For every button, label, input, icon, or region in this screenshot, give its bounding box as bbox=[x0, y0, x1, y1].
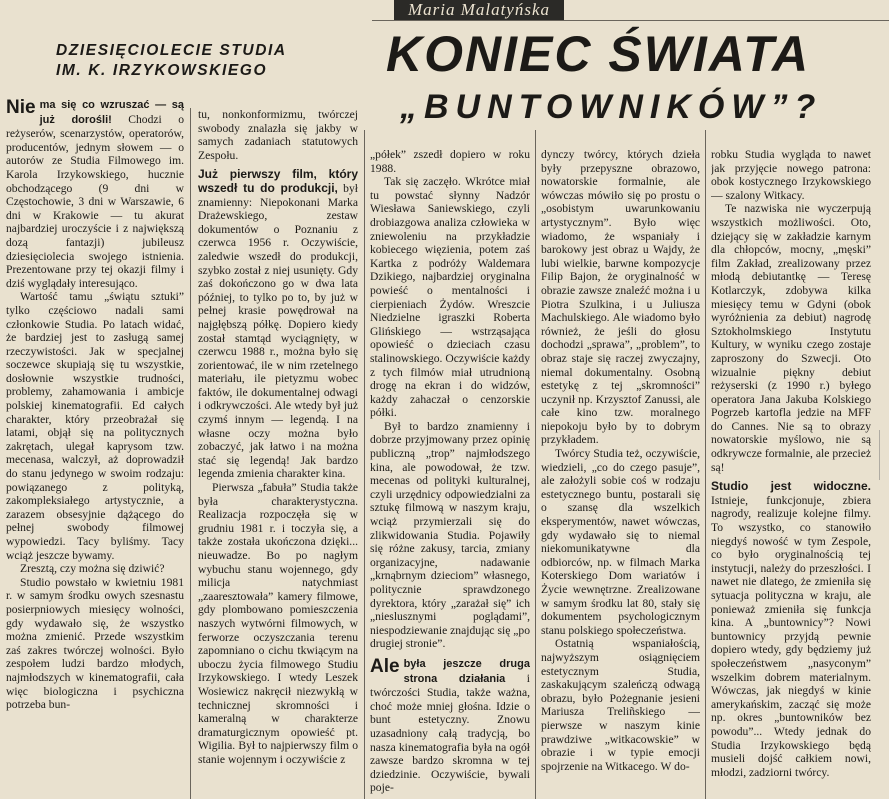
lead-text: był znamienny: Niepokonani Marka Drażewskiego, zestaw dokumentów o Poznaniu z czerwca 1956 r. Oczywiście, zaledwie wszedł do produkcji, szybko został z niej usunięty. Gdy zaś dokończono go w dwa lata później, to tylko po to, by już w pełnej krasie powędrował na najgłębszą półkę. Dopiero kiedy został stamtąd wyciągnięty, w czerwcu 1988 r., można było się zorientować, ile w nim rzetelnego materiału, ile pietyzmu wobec faktów, ile dokumentalnej odwagi i odkrywczości. Ale wtedy był już czymś innym — legendą. I na własne oczy można było zobaczyć, jak łatwo i na można stać się legendą! Jak bardzo legenda zmienia charakter kina. bbox=[198, 181, 358, 481]
paragraph: Studio powstało w kwietniu 1981 r. w samym środku owych szesnastu posierpniowych miesięcy wolności, gdy wydawało się, że wszystko można zmienić. Przede wszystkim zaś zakres twórczej wolności. Było zespołem ludzi bardzo młodych, najmłodszych w kinematografii, cała więc biologiczna i psychiczna potrzeba bun- bbox=[6, 575, 184, 712]
lead-bold: Już pierwszy film, który wszedł tu do produkcji, bbox=[198, 167, 358, 195]
paragraph: dynczy twórcy, których dzieła były przepyszne obrazowo, nowatorskie formalnie, ale wówczas mówiło się po prostu o „osobistym uwarunkowaniu artystycznym”. Było więc wiadomo, że wspaniały i barokowy jest obraz u Wajdy, że lubi wielkie, barwne kompozycje Filip Bajon, że oryginalność w obrazie zawsze znaleźć można i u Piotra Szulkina, i u Juliusza Machulskiego. Ale wiadomo było również, że jeśli do głosu dochodzi „sprawa”, „problem”, to obraz staje się raczej zwyczajny, niemal dokumentalny. Osobną estetykę z tej „skromności” uczynił np. Krzysztof Zanussi, ale całe kino tzw. moralnego niepokoju było by to dobrym przykładem. bbox=[541, 148, 700, 447]
col5-lead-paragraph bbox=[711, 480, 871, 779]
col2-lead-paragraph bbox=[198, 168, 358, 481]
column-rule bbox=[705, 130, 706, 799]
lead-bold: Studio jest widoczne. bbox=[711, 479, 871, 494]
paragraph: Był to bardzo znamienny i dobrze przyjmowany przez opinię publiczną „trop” najmłodszego kina, ale powodował, że tzw. mecenas od polityki kulturalnej, czyli urzędnicy odpowiedzialni za sztukę filmową w naszym kraju, wciąż przymierzali się do zlikwidowania Studia. Pojawiły się różne zakusy, tarcia, zmiany organizacyjne, nadawanie „krnąbrnym dzieciom” własnego, politycznie sprawdzonego dyrektora, który „zarażał się” ich „nieslusznymi poglądami”, niespodziewanie znajdując się „po drugiej stronie”. bbox=[370, 419, 530, 651]
paragraph: Wartość tamu „świątu sztuki” tylko częściowo nadali sami członkowie Studia. Po latach widać, że bardziej jest to zasługą samej rzeczywistości. Jak w specjalnej soczewce skupiają się tu wszystkie, dosłownie wszystkie trudności, problemy, zahamowania i ambicje polskiej kinematografii. Ed całych charakter, który przeobrażał się latami, objął się na politycznych zakrętach, ulegał kaprysom tzw. mecenasa, walczył, aż doprowadził do stanu jedynego w swoim rodzaju: powiązanego z polityką, zakompleksiałego artystycznie, a zarazem obsesyjnie dążącego do pełnej swobody filmowej wypowiedzi. Tacy byliśmy. Tacy wciąż jeszcze bywamy. bbox=[6, 290, 184, 562]
kicker bbox=[56, 41, 356, 81]
paragraph: robku Studia wygląda to nawet jak przyjęcie nowego patrona: obok kostycznego Irzykowskiego — szalony Witkacy. bbox=[711, 148, 871, 202]
column-1 bbox=[6, 98, 184, 799]
lead-text: Istnieje, funkcjonuje, zbiera nagrody, realizuje kolejne filmy. To wszystko, co stanowiło niegdyś nowość w tym Zespole, co było oryginalnością tej instytucji, należy do przeszłości. I nawet nie dlatego, że zmieniła się sytuacja polityczna w kraju, ale ponieważ zmieniła się funkcja kina. A „buntownicy”? Nowi buntownicy przyjdą pewnie dopiero wtedy, gdy będziemy już społeczeństwem „nasyconym” wszelkim dobrem materialnym. Wówczas, jak niegdyś w kinie amerykańskim, zacząć się może np. okres „buntowników bez powodu”... Wtedy jednak do Studia Irzykowskiego będą musieli dojść całkiem nowi, młodzi, zadziorni twórcy. bbox=[711, 493, 871, 779]
column-3 bbox=[370, 148, 530, 799]
paragraph: Zresztą, czy można się dziwić? bbox=[20, 562, 165, 576]
kicker-line-1: DZIESIĘCIOLECIE STUDIA bbox=[56, 42, 287, 59]
column-rule bbox=[190, 108, 191, 799]
lead-text: Chodzi o reżyserów, scenarzystów, operatorów, producentów, jednym słowem — o autorów ze Studia Filmowego im. Karola Irzykowskiego, hucznie obchodzącego (9 dni w Częstochowie, 3 dni w Warszawie, 6 dni w Krakowie — tu akurat najbardziej uroczyście i z największą dozą fantazji) jubileusz dziesięciolecia swojego istnienia. Prezentowane przy tej okazji filmy i dziś wyglądały interesująco. bbox=[6, 112, 184, 290]
paragraph: Ostatnią wspaniałością, najwyższym osiągnięciem estetycznym Studia, zaskakującym szaleńczą odwagą obrazu, było Pożegnanie jesieni Mariusza Treliñskiego — pierwsze w naszym kinie prawdziwe „witkacowskie” w obrazie i w typie emocji spojrzenie na Witkacego. W do- bbox=[541, 637, 700, 773]
paragraph: Te nazwiska nie wyczerpują wszystkich możliwości. Oto, dziejący się w zakładzie karnym dla chłopców, mocny, „męski” film Zakład, zrealizowany przez młodą debiutantkę — Teresę Kotlarczyk, zdobywa kilka miesięcy temu w Gdyni (obok wyróżnienia za debiut) nagrodę Sztokholmskiego Instytutu Kultury, w wyniku czego zostaje zaproszony do Szwecji. Oto wizualnie piękny debiut reżyserski (z 1990 r.) byłego operatora Jana Jakuba Kolskiego Pogrzeb kartofla jedzie na MFF do Cannes. Nie są to obrazy nowatorskie myślowo, nie są odkrywcze formalnie, ale przecież są! bbox=[711, 202, 871, 474]
header-rule bbox=[372, 20, 889, 21]
col3-lead-paragraph bbox=[370, 657, 530, 795]
paragraph: Tak się zaczęło. Wkrótce miał tu powstać słynny Nadzór Wiesława Saniewskiego, czyli drobiazgowa analiza człowieka w zniewoleniu na przykładzie kobiecego więzienia, potem zaś Kartka z podróży Waldemara Dzikiego, najbardziej oryginalna powieść o mentalności i cierpieniach Żydów. Wreszcie Niedzielne igraszki Roberta Glińskiego — wstrząsająca opowieść o dzieciach czasu stalinowskiego. Oczywiście każdy z tych filmów miał utrudnioną drogę na ekran i do widzów, każdy zahaczał o cenzorskie półki. bbox=[370, 175, 530, 420]
print-scratch bbox=[873, 430, 880, 480]
headline: KONIEC ŚWIATA bbox=[386, 26, 811, 82]
paragraph: „półek” zszedł dopiero w roku 1988. bbox=[370, 148, 530, 175]
column-rule bbox=[535, 130, 536, 799]
column-rule bbox=[364, 130, 365, 799]
lead-bold: była jeszcze druga strona działania bbox=[403, 657, 530, 685]
subheadline: „BUNTOWNIKÓW”? bbox=[400, 88, 823, 126]
paragraph: Twórcy Studia też, oczywiście, wiedzieli, „co do czego pasuje”, ale założyli sobie coś w rodzaju estetycznego buntu, postarali się o szansę dla wszelkich eksperymentów, nawet wówczas, gdy wydawało się to niemal niekomunikatywne dla odbiorców, np. w filmach Marka Koterskiego Dom wariatów i Życie wewnętrzne. Zrealizowane w samym środku lat 80, stały się dokumentem psychologicznym stanu polskiego społeczeństwa. bbox=[541, 447, 700, 637]
lead-word: Ale bbox=[370, 655, 400, 677]
paragraph: Pierwsza „fabuła” Studia także była charakterystyczna. Realizacja rozpoczęła się w grudniu 1981 r. i toczyła się, a także została ukończona dzięki... nieuwadze. Bo po nagłym wybuchu stanu wojennego, gdy milicja natychmiast „zaaresztowała” kamery filmowe, gdy plombowano pomieszczenia naszych wytwórni filmowych, w ferworze oczyszczania terenu zapomniano o cichu tkwiącym na uboczu życia filmowego Studiu Irzykowskiego. I wtedy Leszek Wosiewicz nakręcił niezwykłą w technicznej skromności i kameralną w charakterze dramaturgicznym opowieść pt. Wigilia. Był to najpierwszy film o stanie wojennym i oczywiście z bbox=[198, 481, 358, 766]
paragraph: tu, nonkonformizmu, twórczej swobody znalazła się jakby w samych zadaniach statutowych Zespołu. bbox=[198, 108, 358, 162]
col1-lead-paragraph bbox=[6, 98, 184, 290]
author-byline: Maria Malatyńska bbox=[394, 0, 564, 20]
lead-bold: ma się co wzruszać — są już dorośli! bbox=[39, 99, 184, 126]
column-4 bbox=[541, 148, 700, 799]
lead-text: i twórczości Studia, także ważna, choć może mniej głośna. Idzie o bunt estetyczny. Znowu uzasadniony całą tradycją, bo nasza kinematografia była na ogół zawsze bardzo skromna w tej dziedzinie. Oczywiście, bywali poje- bbox=[370, 671, 530, 795]
column-5 bbox=[711, 148, 871, 799]
lead-word: Nie bbox=[6, 98, 36, 118]
kicker-line-2: IM. K. IRZYKOWSKIEGO bbox=[56, 62, 268, 79]
column-2 bbox=[198, 108, 358, 799]
